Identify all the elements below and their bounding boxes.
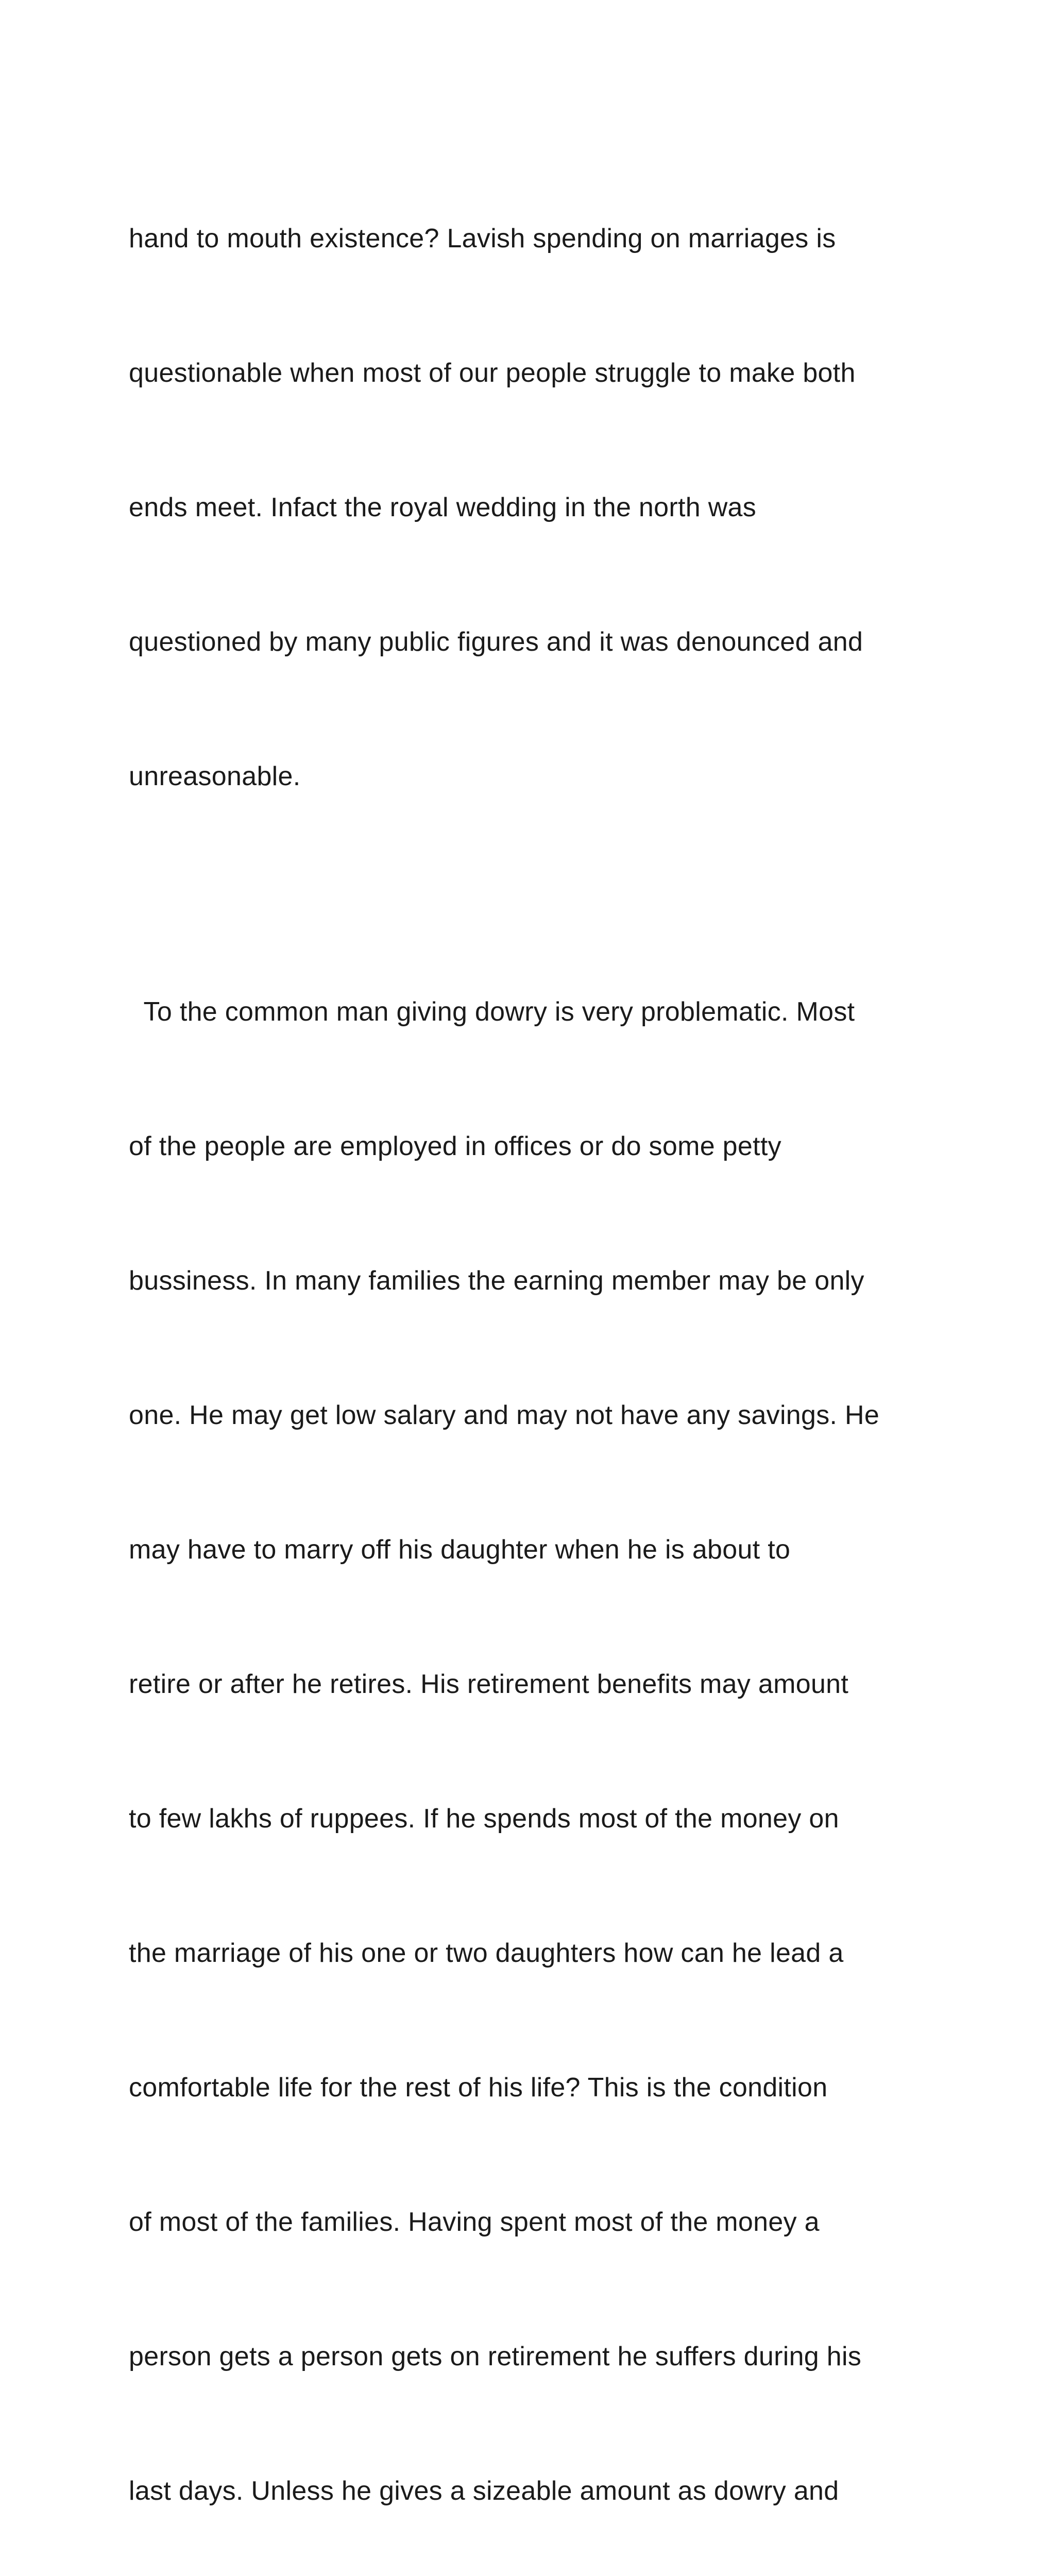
text-line: hand to mouth existence? Lavish spending on marriages is: [129, 224, 836, 253]
text-line: questioned by many public figures and it was denounced and: [129, 627, 863, 657]
text-line: retire or after he retires. His retirement benefits may amount: [129, 1669, 849, 1699]
text-line: the marriage of his one or two daughters how can he lead a: [129, 1938, 844, 1968]
text-line: To the common man giving dowry is very problematic. Most: [129, 997, 855, 1027]
paragraph-2: [129, 900, 943, 2576]
text-line: comfortable life for the rest of his life? This is the condition: [129, 2073, 828, 2103]
text-line: of the people are employed in offices or do some petty: [129, 1131, 781, 1161]
text-line: of most of the families. Having spent most of the money a: [129, 2207, 820, 2237]
text-line: person gets a person gets on retirement he suffers during his: [129, 2342, 862, 2371]
text-line: ends meet. Infact the royal wedding in the north was: [129, 493, 757, 522]
text-line: questionable when most of our people struggle to make both: [129, 358, 856, 388]
paragraph-1: [129, 127, 943, 889]
text-line: bussiness. In many families the earning member may be only: [129, 1266, 864, 1296]
text-line: last days. Unless he gives a sizeable amount as dowry and: [129, 2476, 839, 2506]
text-column: [129, 127, 943, 2576]
text-line: unreasonable.: [129, 761, 301, 791]
text-line: may have to marry off his daughter when he is about to: [129, 1535, 791, 1565]
text-line: one. He may get low salary and may not have any savings. He: [129, 1400, 880, 1430]
text-line: to few lakhs of ruppees. If he spends most of the money on: [129, 1804, 839, 1834]
